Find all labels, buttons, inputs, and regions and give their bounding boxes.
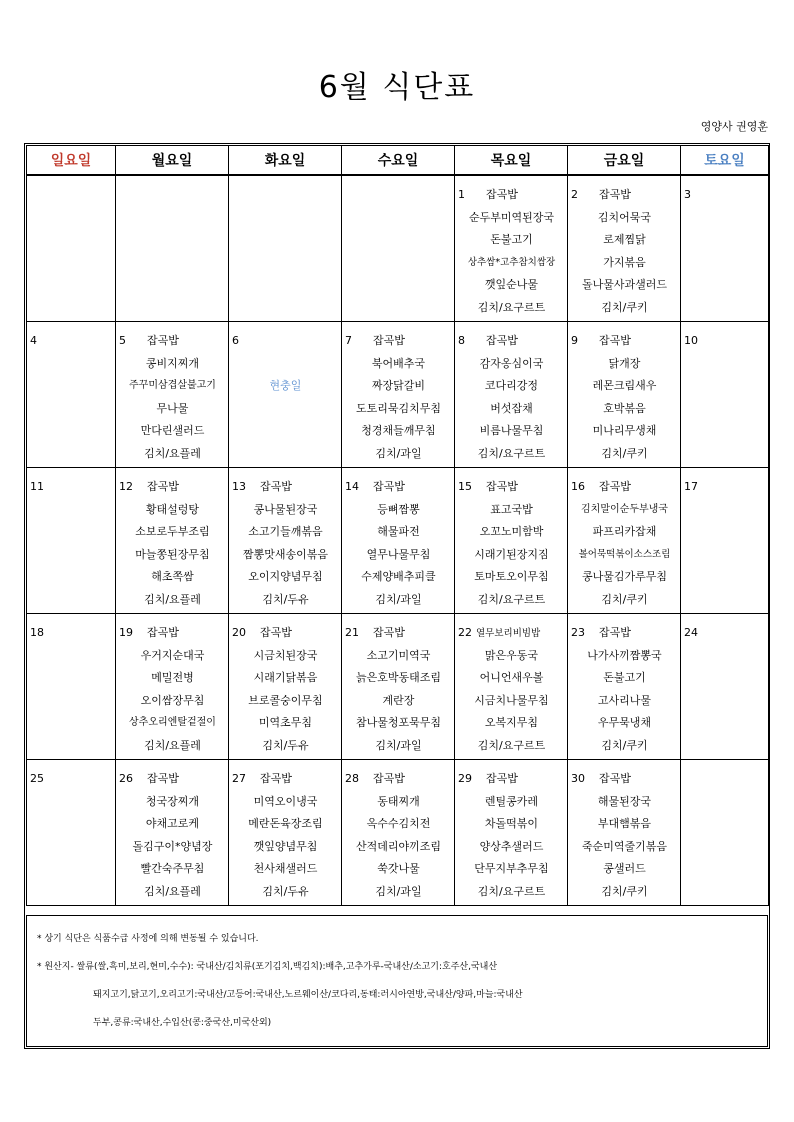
menu-item: 김치/요플레 [144, 592, 201, 606]
menu-item: 주꾸미삼겹살불고기 [129, 380, 216, 392]
menu-item-rice: 잡곡밥 [373, 334, 405, 347]
day-cell [681, 468, 769, 614]
menu-item: 로제찜닭 [603, 233, 646, 247]
week-row [27, 614, 769, 760]
weekday-header-mon: 월요일 [116, 146, 229, 176]
menu-item: 동태찌개 [377, 794, 420, 808]
menu-item-rice: 잡곡밥 [373, 772, 405, 785]
day-cell [681, 614, 769, 760]
menu-item: 계란장 [382, 693, 415, 707]
day-cell [681, 175, 769, 322]
menu-item: 차돌떡볶이 [484, 817, 539, 831]
menu-item: 김치/과일 [375, 592, 422, 606]
menu-item: 마늘쫑된장무침 [135, 547, 210, 561]
menu-item: 김치/두유 [262, 738, 309, 752]
menu-item: 상추오리엔탈겉절이 [129, 717, 216, 729]
menu-item-rice: 잡곡밥 [147, 480, 179, 493]
menu-item: 김치/쿠키 [601, 446, 648, 460]
day-number: 1 [458, 188, 465, 201]
menu-item: 돌나물사과샐러드 [581, 278, 667, 292]
menu-item: 브로콜숭이무침 [248, 693, 323, 707]
menu-item: 오이쌈장무침 [140, 693, 205, 707]
day-number: 7 [345, 334, 352, 347]
menu-item: 부대햄볶음 [597, 817, 652, 831]
menu-item: 김치/두유 [262, 592, 309, 606]
day-number: 22 [458, 626, 472, 639]
menu-item: 비름나물무침 [479, 424, 544, 438]
menu-item: 버섯잡채 [490, 401, 533, 415]
menu-item: 깻잎순나물 [484, 278, 539, 292]
menu-item: 김치/두유 [262, 884, 309, 898]
menu-item: 죽순미역줄기볶음 [581, 839, 667, 853]
day-cell [342, 322, 455, 468]
menu-item: 옥수수김치전 [366, 817, 431, 831]
week-row [27, 322, 769, 468]
menu-item: 볼어묵떡볶이소스조림 [578, 548, 671, 560]
page-title: 6월 식단표 [318, 70, 476, 105]
menu-item-rice: 잡곡밥 [373, 626, 405, 639]
day-cell [229, 175, 342, 322]
menu-item: 김치말이순두부냉국 [581, 503, 668, 515]
notes-box [26, 915, 768, 1047]
menu-item: 김치/요구르트 [477, 300, 546, 314]
day-number: 18 [30, 626, 44, 639]
day-cell [681, 322, 769, 468]
day-number: 2 [571, 188, 578, 201]
menu-item: 나가사끼짬뽕국 [587, 648, 662, 662]
menu-item-rice: 잡곡밥 [260, 626, 292, 639]
menu-item: 김치/요구르트 [477, 592, 546, 606]
menu-item-rice: 잡곡밥 [486, 188, 518, 201]
menu-item: 시래기닭볶음 [253, 671, 318, 685]
menu-item: 코다리강정 [484, 379, 539, 393]
menu-item-rice: 잡곡밥 [260, 480, 292, 493]
menu-item: 소보로두부조림 [135, 525, 210, 539]
menu-item: 김치/쿠키 [601, 300, 648, 314]
menu-item-rice: 잡곡밥 [147, 626, 179, 639]
menu-item: 청경채들깨무침 [361, 424, 436, 438]
menu-item: 김치/쿠키 [601, 884, 648, 898]
day-number: 29 [458, 772, 472, 785]
note-origin: * 원산지- 쌀류(쌀,흑미,보리,현미,수수): 국내산/김치류(포기김치,백김치):배추,고추가루-국내산/소고기:호주산,국내산 [37, 962, 498, 972]
menu-item: 참나물청포묵무침 [355, 716, 441, 730]
day-number: 19 [119, 626, 133, 639]
menu-item: 돌김구이*양념장 [132, 839, 213, 853]
day-number: 12 [119, 480, 133, 493]
menu-item: 김치/과일 [375, 884, 422, 898]
menu-item: 시금치나물무침 [474, 693, 549, 707]
day-number: 16 [571, 480, 585, 493]
weekday-header-wed: 수요일 [342, 146, 455, 176]
menu-item: 시래기된장지짐 [474, 547, 549, 561]
day-cell [455, 614, 568, 760]
menu-item: 가지볶음 [603, 255, 646, 269]
menu-item: 파프리카잡채 [592, 525, 657, 539]
weekday-header-sun: 일요일 [27, 146, 116, 176]
menu-item: 양상추샐러드 [479, 839, 544, 853]
menu-item: 도토리묵김치무침 [355, 401, 441, 415]
day-cell [342, 760, 455, 906]
week-row [27, 760, 769, 906]
menu-item: 해초쪽쌈 [151, 570, 194, 584]
day-cell [342, 614, 455, 760]
menu-item: 김치/쿠키 [601, 592, 648, 606]
menu-item: 오복지무침 [484, 716, 539, 730]
menu-item: 표고국밥 [490, 502, 533, 516]
weekday-header-tue: 화요일 [229, 146, 342, 176]
day-cell [27, 468, 116, 614]
day-number: 17 [684, 480, 698, 493]
day-number: 6 [232, 334, 239, 347]
menu-item-rice: 잡곡밥 [260, 772, 292, 785]
menu-item: 김치/요구르트 [477, 446, 546, 460]
day-number: 24 [684, 626, 698, 639]
menu-item: 순두부미역된장국 [468, 210, 554, 224]
day-cell [455, 468, 568, 614]
day-cell [229, 614, 342, 760]
menu-item: 산적데리야끼조림 [355, 839, 441, 853]
menu-item-rice: 잡곡밥 [599, 480, 631, 493]
note-origin-cont: 두부,콩류:국내산,수입산(콩:중국산,미국산외) [93, 1018, 272, 1028]
menu-item: 황태설렁탕 [145, 502, 200, 516]
menu-item: 천사채샐러드 [253, 862, 318, 876]
menu-item-rice: 잡곡밥 [486, 334, 518, 347]
menu-item: 콩비지찌개 [145, 356, 200, 370]
menu-item: 등뼈짬뽕 [377, 502, 420, 516]
day-number: 28 [345, 772, 359, 785]
day-cell [229, 322, 342, 468]
note-change: * 상기 식단은 식품수급 사정에 의해 변동될 수 있습니다. [37, 934, 259, 944]
menu-item: 단무지부추무침 [474, 862, 549, 876]
menu-item: 메란돈육장조림 [248, 817, 323, 831]
menu-item: 오꼬노미함박 [479, 525, 544, 539]
menu-item: 맑은우동국 [484, 648, 539, 662]
menu-item: 우무묵냉채 [597, 716, 652, 730]
menu-item-rice: 잡곡밥 [486, 480, 518, 493]
menu-item-rice: 잡곡밥 [599, 188, 631, 201]
menu-item: 김치/요플레 [144, 884, 201, 898]
menu-item: 만다린샐러드 [140, 424, 205, 438]
menu-item: 김치/과일 [375, 738, 422, 752]
day-cell [681, 760, 769, 906]
meal-calendar [26, 145, 769, 906]
menu-item: 소고기들깨볶음 [248, 525, 323, 539]
menu-item-rice: 잡곡밥 [486, 772, 518, 785]
week-row [27, 468, 769, 614]
nutritionist-name: 영양사 권영훈 [700, 120, 768, 133]
menu-item: 열무나물무침 [366, 547, 431, 561]
menu-item: 김치/요플레 [144, 446, 201, 460]
menu-item: 돈불고기 [490, 233, 533, 247]
menu-item-rice: 잡곡밥 [599, 626, 631, 639]
menu-item: 돈불고기 [603, 671, 646, 685]
day-cell [455, 322, 568, 468]
day-cell [229, 468, 342, 614]
day-number: 4 [30, 334, 37, 347]
menu-item-rice: 잡곡밥 [599, 772, 631, 785]
menu-item-rice: 잡곡밥 [147, 772, 179, 785]
menu-item: 오이지양념무침 [248, 570, 323, 584]
weekday-header-row [27, 146, 769, 176]
menu-item: 시금치된장국 [253, 648, 318, 662]
day-number: 5 [119, 334, 126, 347]
weekday-header-thu: 목요일 [455, 146, 568, 176]
menu-item: 김치/요구르트 [477, 884, 546, 898]
menu-item: 미역초무침 [258, 716, 313, 730]
menu-item: 빨간숙주무침 [140, 862, 205, 876]
day-cell [568, 322, 681, 468]
menu-item: 콩나물김가루무침 [581, 570, 667, 584]
note-origin-cont: 돼지고기,닭고기,오리고기:국내산/고등어:국내산,노르웨이산/코다리,동태:러시아연방,국내산/양파,마늘:국내산 [93, 990, 523, 1000]
menu-item: 미나리무생채 [592, 424, 657, 438]
day-cell [455, 175, 568, 322]
menu-item-rice: 잡곡밥 [373, 480, 405, 493]
day-cell [342, 175, 455, 322]
day-cell [342, 468, 455, 614]
menu-item: 북어배추국 [371, 356, 426, 370]
menu-item: 김치/쿠키 [601, 738, 648, 752]
day-number: 21 [345, 626, 359, 639]
day-cell [27, 614, 116, 760]
day-cell [116, 614, 229, 760]
day-cell [568, 614, 681, 760]
day-cell [568, 175, 681, 322]
menu-item: 늙은호박동태조림 [355, 671, 441, 685]
menu-item-rice: 잡곡밥 [599, 334, 631, 347]
day-number: 11 [30, 480, 44, 493]
menu-item: 김치/요구르트 [477, 738, 546, 752]
menu-item: 콩나물된장국 [253, 502, 318, 516]
menu-item: 상추쌈*고추참치쌈장 [467, 256, 556, 268]
day-cell [27, 175, 116, 322]
menu-item-rice: 잡곡밥 [147, 334, 179, 347]
day-cell [27, 322, 116, 468]
menu-item: 해물파전 [377, 525, 420, 539]
menu-item: 김치/요플레 [144, 738, 201, 752]
weekday-header-fri: 금요일 [568, 146, 681, 176]
weekday-header-sat: 토요일 [681, 146, 769, 176]
day-number: 13 [232, 480, 246, 493]
menu-item: 김치어묵국 [597, 210, 652, 224]
day-cell [229, 760, 342, 906]
menu-item: 우거지순대국 [140, 648, 205, 662]
day-number: 25 [30, 772, 44, 785]
day-cell [116, 468, 229, 614]
menu-item: 짜장닭갈비 [371, 379, 426, 393]
day-number: 3 [684, 188, 691, 201]
menu-item: 쑥갓나물 [377, 862, 420, 876]
menu-item: 콩샐러드 [603, 862, 646, 876]
day-number: 23 [571, 626, 585, 639]
day-cell [116, 760, 229, 906]
day-cell [116, 175, 229, 322]
menu-item: 미역오이냉국 [253, 794, 318, 808]
menu-item: 소고기미역국 [366, 648, 431, 662]
menu-item: 해물된장국 [597, 794, 652, 808]
day-number: 20 [232, 626, 246, 639]
menu-item: 깻잎양념무침 [253, 839, 318, 853]
menu-item: 토마토오이무침 [474, 570, 549, 584]
day-number: 27 [232, 772, 246, 785]
menu-item: 청국장찌개 [145, 794, 200, 808]
menu-item: 고사리나물 [597, 693, 652, 707]
day-cell [455, 760, 568, 906]
menu-item: 야채고로케 [145, 817, 200, 831]
day-cell [27, 760, 116, 906]
day-cell [568, 760, 681, 906]
menu-item: 무나물 [156, 401, 189, 415]
menu-item: 어니언새우볼 [479, 671, 544, 685]
menu-item: 렌틸콩카레 [484, 794, 539, 808]
day-number: 10 [684, 334, 698, 347]
menu-item: 수제양배추피클 [361, 570, 436, 584]
menu-item-main: 열무보리비빔밥 [476, 628, 541, 639]
day-number: 30 [571, 772, 585, 785]
menu-item: 메밀전병 [151, 671, 194, 685]
day-number: 8 [458, 334, 465, 347]
week-row [27, 175, 769, 322]
menu-item: 레몬크림새우 [592, 379, 657, 393]
menu-item: 감자옹심이국 [479, 356, 544, 370]
holiday-label: 현충일 [269, 379, 302, 393]
day-number: 26 [119, 772, 133, 785]
menu-item: 닭개장 [608, 356, 641, 370]
day-number: 9 [571, 334, 578, 347]
day-cell [116, 322, 229, 468]
menu-item: 짬뽕맛새송이볶음 [242, 547, 328, 561]
day-cell [568, 468, 681, 614]
day-number: 15 [458, 480, 472, 493]
day-number: 14 [345, 480, 359, 493]
menu-item: 김치/과일 [375, 446, 422, 460]
menu-item: 호박볶음 [603, 401, 646, 415]
